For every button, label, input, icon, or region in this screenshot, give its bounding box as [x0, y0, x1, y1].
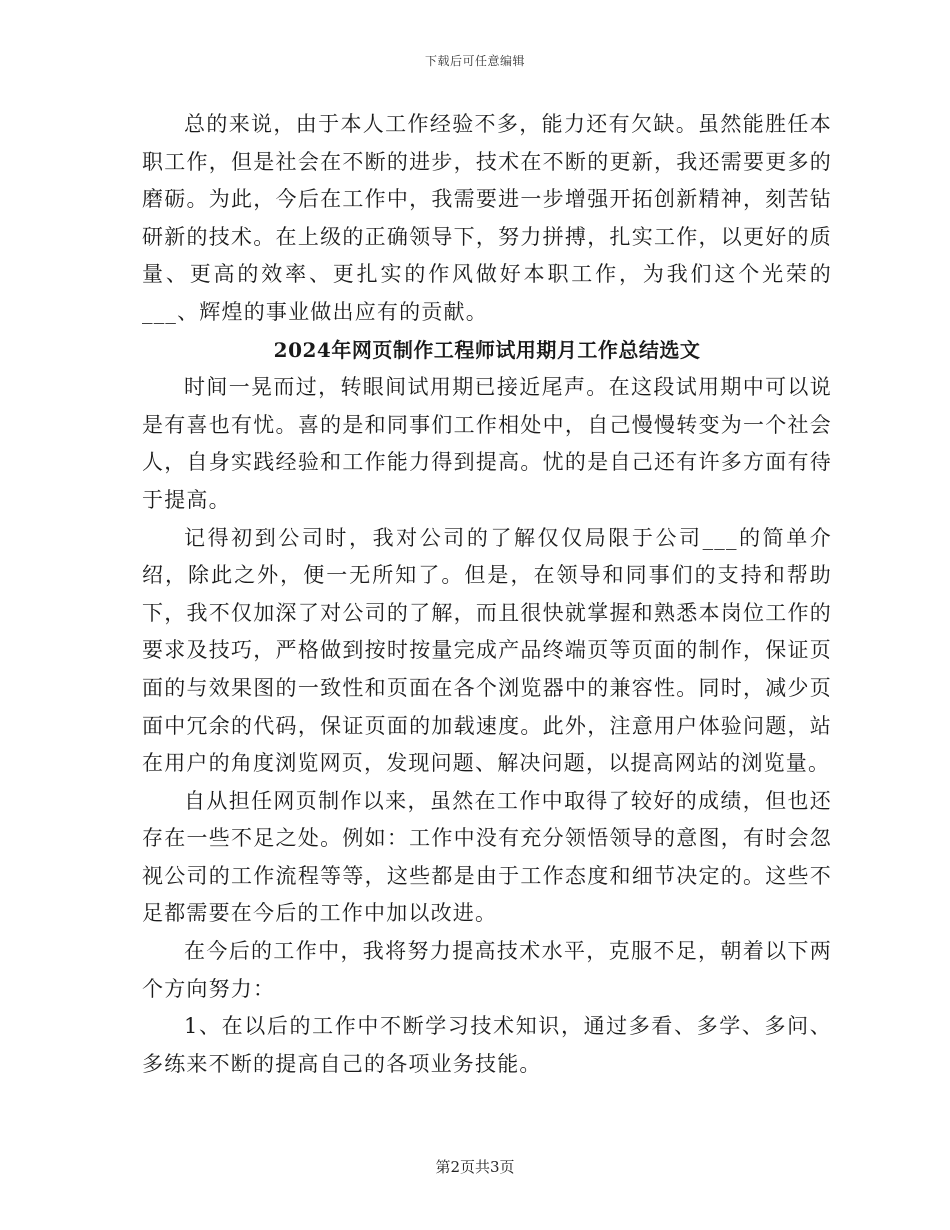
paragraph-1: 时间一晃而过，转眼间试用期已接近尾声。在这段试用期中可以说是有喜也有忧。喜的是和同事们工作相处中，自己慢慢转变为一个社会人，自身实践经验和工作能力得到提高。忧的是自己还有许多方面有待于提高。 — [142, 375, 832, 512]
intro-paragraph: 总的来说，由于本人工作经验不多，能力还有欠缺。虽然能胜任本职工作，但是社会在不断的进步，技术在不断的更新，我还需要更多的磨砺。为此，今后在工作中，我需要进一步增强开拓创新精神，刻苦钻研新的技术。在上级的正确领导下，努力拼搏，扎实工作，以更好的质量、更高的效率、更扎实的作风做好本职工作，为我们这个光荣的___、辉煌的事业做出应有的贡献。 — [142, 112, 832, 324]
paragraph-3: 自从担任网页制作以来，虽然在工作中取得了较好的成绩，但也还存在一些不足之处。例如：工作中没有充分领悟领导的意图，有时会忽视公司的工作流程等等，这些都是由于工作态度和细节决定的。这些不足都需要在今后的工作中加以改进。 — [142, 788, 832, 926]
paragraph-2: 记得初到公司时，我对公司的了解仅仅局限于公司___的简单介绍，除此之外，便一无所知了。但是，在领导和同事们的支持和帮助下，我不仅加深了对公司的了解，而且很快就掌握和熟悉本岗位工作的要求及技巧，严格做到按时按量完成产品终端页等页面的制作，保证页面的与效果图的一致性和页面在各个浏览器中的兼容性。同时，减少页面中冗余的代码，保证页面的加载速度。此外，注意用户体验问题，站在用户的角度浏览网页，发现问题、解决问题，以提高网站的浏览量。 — [142, 525, 832, 776]
paragraph-5: 1、在以后的工作中不断学习技术知识，通过多看、多学、多问、多练来不断的提高自己的各项业务技能。 — [142, 1014, 832, 1076]
paragraph-4: 在今后的工作中，我将努力提高技术水平，克服不足，朝着以下两个方向努力： — [142, 939, 832, 1001]
document-title: 2024年网页制作工程师试用期月工作总结选文 — [273, 337, 701, 362]
page-number: 第2页共3页 — [435, 1158, 515, 1176]
page-header-note: 下载后可任意编辑 — [424, 54, 525, 68]
document-body — [142, 106, 832, 1083]
